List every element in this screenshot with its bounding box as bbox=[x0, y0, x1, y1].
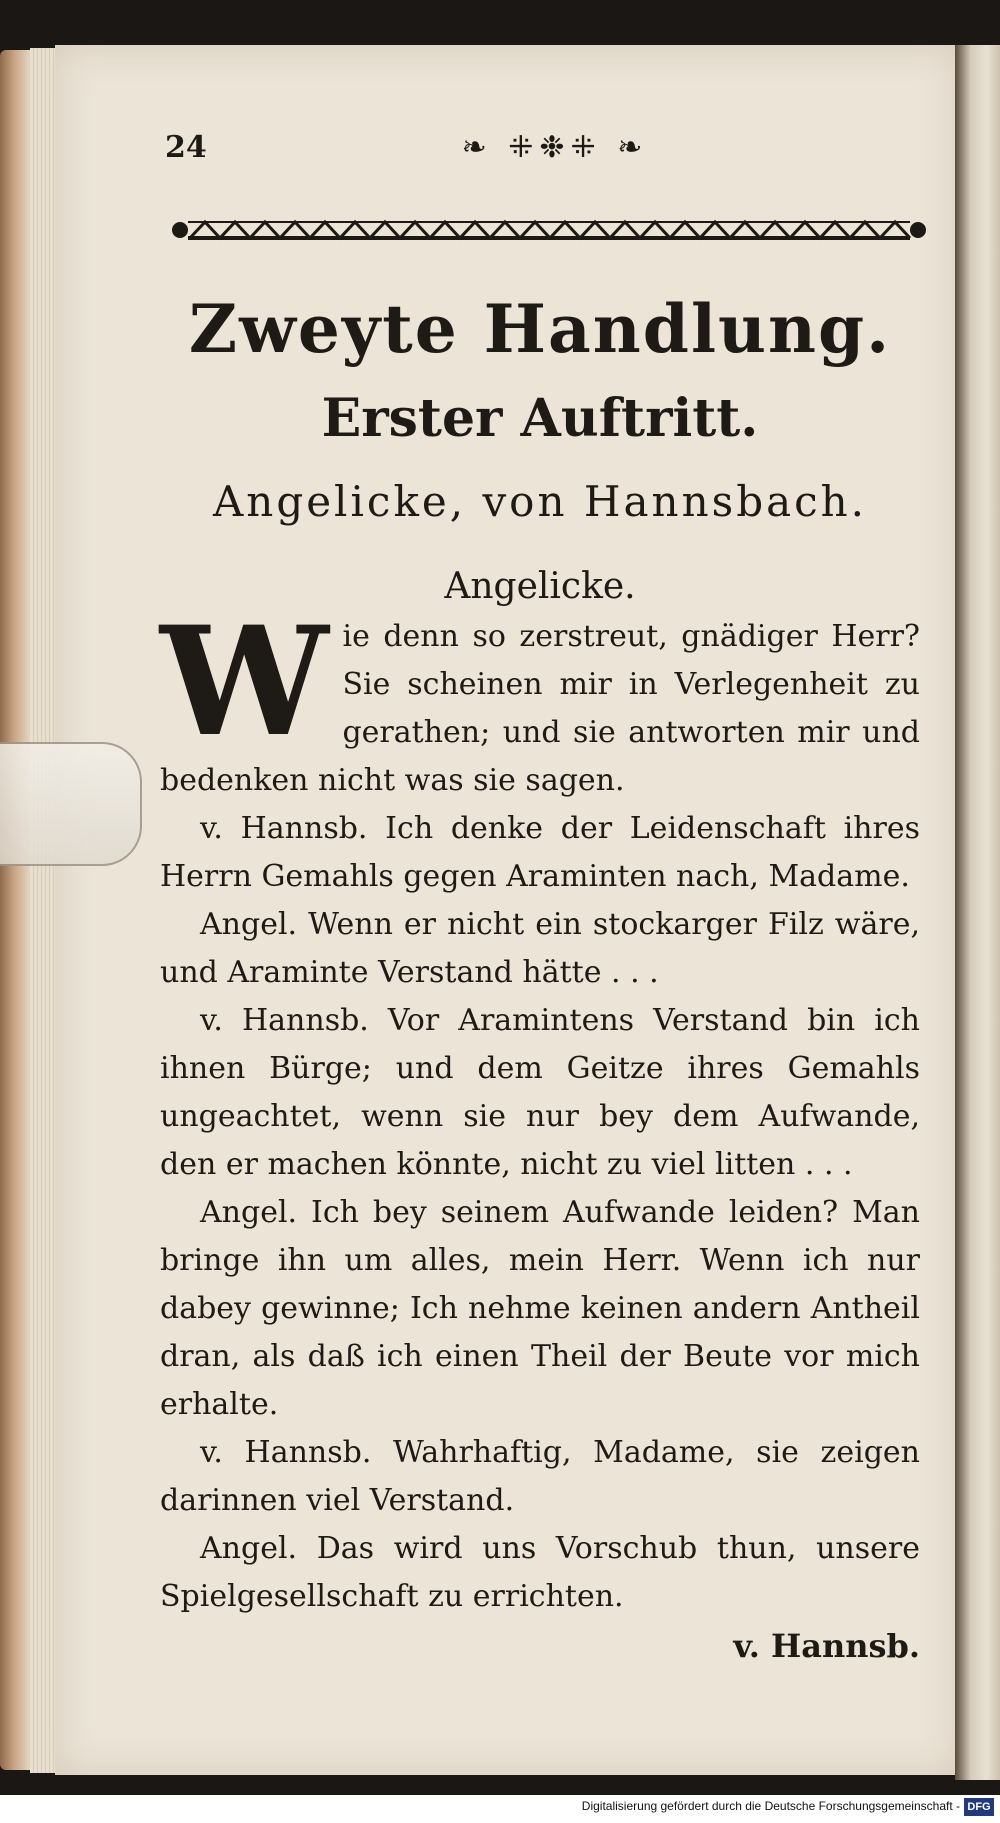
drop-cap-letter: W bbox=[160, 594, 329, 770]
dialogue-line: Angel. Das wird uns Vorschub thun, unsere Spielgesellschaft zu errichten. bbox=[160, 1531, 920, 1614]
footer-bar bbox=[0, 1795, 1000, 1823]
opening-paragraph bbox=[160, 594, 920, 805]
dialogue-line: v. Hannsb. Vor Aramintens Verstand bin ich ihnen Bürge; und dem Geitze ihres Gemahls ungeachtet, wenn sie nur bey dem Aufwande, den er machen könnte, nicht zu viel litten . . . bbox=[160, 1003, 920, 1182]
page-text bbox=[160, 290, 920, 1665]
dialogue-line: Angel. Wenn er nicht ein stockarger Filz wäre, und Araminte Verstand hätte . . . bbox=[160, 907, 920, 990]
dfg-logo: DFG bbox=[964, 1798, 994, 1816]
character-list: Angelicke, von Hannsbach. bbox=[212, 477, 868, 526]
header-ornament: ❧ ⁜❉⁜ ❧ bbox=[461, 130, 649, 165]
speaker-heading: Angelicke. bbox=[444, 566, 636, 607]
dialogue-line: v. Hannsb. Ich denke der Leidenschaft ihres Herrn Gemahls gegen Araminten nach, Madame. bbox=[160, 811, 920, 894]
decorative-border-ornament bbox=[170, 212, 930, 248]
page-number: 24 bbox=[165, 130, 207, 165]
opening-text: ie denn so zerstreut, gnädiger Herr? Sie scheinen mir in Verlegenheit zu gerathen; und sie antworten mir und bedenken nicht was sie sagen. bbox=[160, 619, 920, 798]
book-right-edge bbox=[955, 45, 1000, 1780]
footer-credit: Digitalisierung gefördert durch die Deutsche Forschungsgemeinschaft - bbox=[581, 1799, 960, 1813]
scene-title: Erster Auftritt. bbox=[321, 388, 759, 449]
catchword: v. Hannsb. bbox=[733, 1627, 920, 1665]
page-tab-marker bbox=[0, 742, 142, 866]
act-title: Zweyte Handlung. bbox=[188, 290, 892, 368]
dialogue-line: v. Hannsb. Wahrhaftig, Madame, sie zeigen darinnen viel Verstand. bbox=[160, 1435, 920, 1518]
dialogue-line: Angel. Ich bey seinem Aufwande leiden? Man bringe ihn um alles, mein Herr. Wenn ich nur dabey gewinne; Ich nehme keinen andern Antheil dran, als daß ich einen Theil der Beute vor mich erhalte. bbox=[160, 1195, 920, 1422]
page-header bbox=[165, 130, 945, 170]
